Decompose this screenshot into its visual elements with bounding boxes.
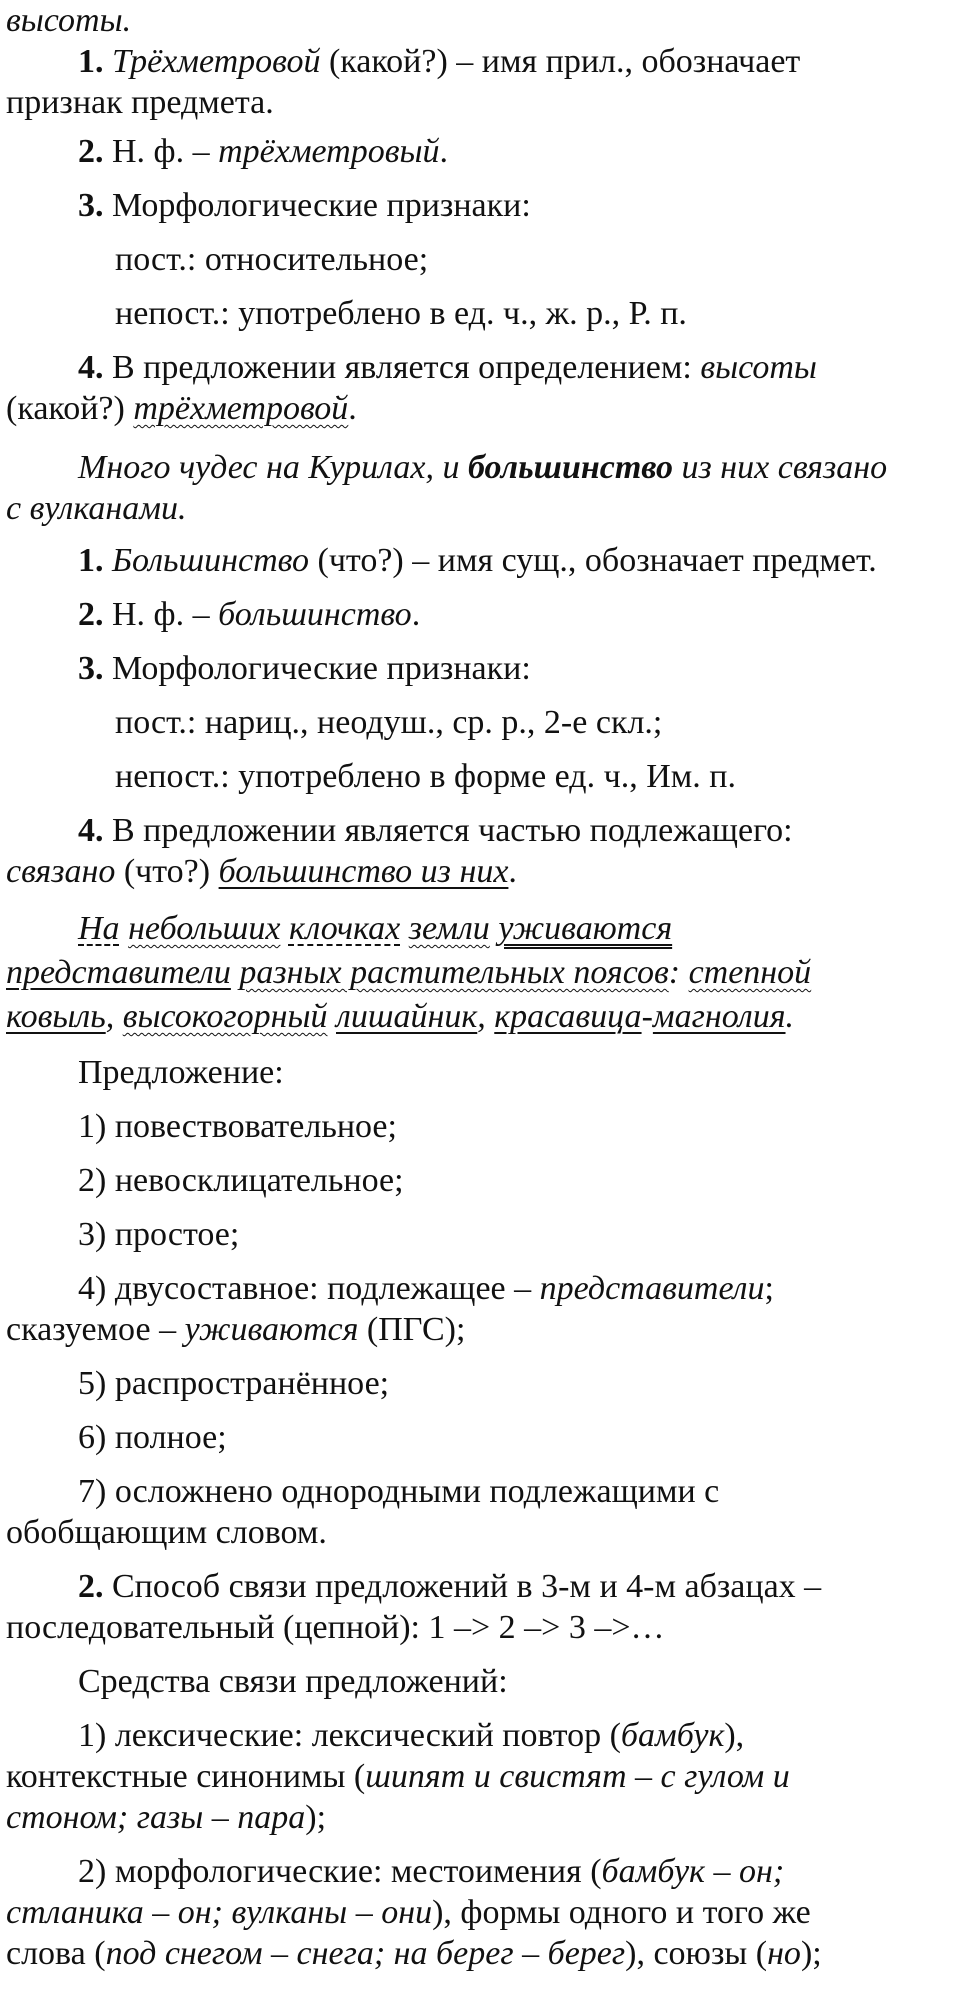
text-fragment: ; — [764, 1270, 774, 1307]
text-fragment: уживаются — [184, 1311, 359, 1348]
text-fragment: ковыль — [6, 998, 106, 1035]
text-fragment: . — [439, 133, 449, 170]
text-fragment: представители — [539, 1270, 765, 1307]
text-fragment: Трёхметровой — [112, 43, 321, 80]
text-fragment: обобщающим словом. — [6, 1514, 327, 1551]
text-fragment: Н. ф. – — [103, 133, 219, 170]
item-number: 4. — [78, 349, 104, 386]
item-number: 3. — [78, 650, 104, 687]
text-fragment: большинство — [218, 596, 412, 633]
text-fragment: 4) двусоставное: подлежащее – — [78, 1270, 540, 1307]
text-fragment: Н. ф. – — [103, 596, 219, 633]
item-number: 2. — [78, 1568, 104, 1605]
text-line — [78, 1851, 784, 1893]
text-fragment: трёхметровый — [218, 133, 440, 170]
item-number: 1. — [78, 542, 104, 579]
text-fragment: пост.: нариц., неодуш., ср. р., 2-е скл.; — [115, 704, 663, 741]
text-fragment: 1) лексические: лексический повтор ( — [78, 1717, 621, 1754]
text-fragment: большинство из них — [218, 853, 509, 890]
text-fragment: : — [668, 954, 689, 991]
text-fragment: последовательный (цепной): 1 –> 2 –> 3 –>… — [6, 1609, 665, 1646]
text-fragment: пост.: относительное; — [115, 241, 429, 278]
text-fragment: высоты. — [6, 2, 132, 39]
item-number: 4. — [78, 812, 104, 849]
text-fragment: 3) простое; — [78, 1216, 240, 1253]
text-line — [78, 1160, 404, 1202]
text-fragment: шипят и свистят – с гулом и — [365, 1758, 790, 1795]
text-fragment: клочках — [288, 910, 401, 947]
text-line — [115, 239, 428, 281]
text-line — [6, 488, 186, 530]
text-fragment: 7) осложнено однородными подлежащими с — [78, 1473, 720, 1510]
item-number: 1. — [78, 43, 104, 80]
text-fragment: Способ связи предложений в 3-м и 4-м абзацах – — [103, 1568, 822, 1605]
text-fragment: Морфологические признаки: — [103, 187, 531, 224]
text-line — [78, 1268, 774, 1310]
text-line — [78, 347, 817, 389]
text-line — [6, 1756, 790, 1798]
text-line — [6, 952, 811, 994]
text-fragment: ); — [305, 1799, 327, 1836]
text-fragment: бамбук — [620, 1717, 725, 1754]
text-fragment — [120, 910, 129, 947]
item-number: 3. — [78, 187, 104, 224]
text-line — [78, 447, 887, 489]
text-fragment: под снегом – снега; на берег – берег — [105, 1935, 626, 1972]
text-fragment — [400, 910, 409, 947]
text-line — [78, 908, 672, 950]
text-fragment: . — [348, 390, 357, 427]
text-fragment: с вулканами. — [6, 490, 187, 527]
text-fragment: небольших — [128, 910, 281, 947]
text-line — [78, 810, 793, 852]
text-fragment: (что?) – имя сущ., обозначает предмет. — [309, 542, 877, 579]
text-line — [78, 594, 420, 636]
text-line — [6, 996, 794, 1038]
text-fragment: Морфологические признаки: — [103, 650, 531, 687]
text-fragment: связано — [6, 853, 116, 890]
text-fragment: 5) распространённое; — [78, 1365, 390, 1402]
text-fragment: ), формы одного и того же — [432, 1894, 811, 1931]
text-fragment: . — [508, 853, 517, 890]
text-fragment: разных растительных поясов — [239, 954, 669, 991]
text-fragment: Средства связи предложений: — [78, 1663, 508, 1700]
text-fragment: трёхметровой — [133, 390, 349, 427]
text-fragment — [280, 910, 289, 947]
text-fragment: магнолия — [652, 998, 786, 1035]
text-fragment — [328, 998, 337, 1035]
text-fragment: высокогорный — [122, 998, 328, 1035]
text-fragment: ), — [724, 1717, 745, 1754]
text-fragment: высоты — [700, 349, 817, 386]
text-fragment: . — [785, 998, 795, 1035]
text-fragment: непост.: употреблено в форме ед. ч., Им. п. — [115, 758, 736, 795]
text-fragment: стланика – он; вулканы – они — [6, 1894, 433, 1931]
text-line — [78, 1471, 719, 1513]
text-fragment: представители — [6, 954, 231, 991]
text-fragment: непост.: употреблено в ед. ч., ж. р., Р. п. — [115, 295, 687, 332]
text-fragment: (ПГС); — [358, 1311, 466, 1348]
text-fragment: большинство — [467, 449, 674, 486]
text-fragment: (какой?) — [6, 390, 134, 427]
text-fragment: лишайник — [336, 998, 478, 1035]
text-fragment: . — [411, 596, 421, 633]
text-fragment: Много чудес на Курилах, и — [78, 449, 468, 486]
text-line — [78, 1661, 508, 1703]
text-line — [78, 540, 877, 582]
text-line — [6, 82, 274, 124]
text-fragment: 1) повествовательное; — [78, 1108, 397, 1145]
text-fragment: контекстные синонимы ( — [6, 1758, 366, 1795]
item-number: 2. — [78, 596, 104, 633]
text-fragment: (какой?) – имя прил., обозначает — [320, 43, 801, 80]
text-fragment: сказуемое – — [6, 1311, 185, 1348]
text-line — [78, 1363, 389, 1405]
text-line — [78, 131, 448, 173]
text-line — [6, 1512, 327, 1554]
item-number: 2. — [78, 133, 104, 170]
text-line — [78, 1052, 284, 1094]
text-fragment: признак предмета. — [6, 84, 274, 121]
text-line — [78, 648, 531, 690]
text-line — [6, 1309, 465, 1351]
text-line — [78, 185, 531, 227]
text-line — [78, 1106, 397, 1148]
text-fragment: слова ( — [6, 1935, 106, 1972]
text-fragment: уживаются — [498, 910, 673, 947]
text-line — [6, 1797, 326, 1839]
text-fragment: - — [641, 998, 653, 1035]
text-line — [78, 1214, 239, 1256]
text-line — [6, 1892, 811, 1934]
text-line — [115, 702, 662, 744]
text-fragment: В предложении является определением: — [103, 349, 701, 386]
text-line — [6, 1933, 822, 1975]
text-fragment: степной — [688, 954, 812, 991]
text-fragment: красавица — [494, 998, 642, 1035]
text-fragment: ); — [800, 1935, 822, 1972]
text-fragment: Предложение: — [78, 1054, 284, 1091]
text-fragment: но — [767, 1935, 801, 1972]
text-line — [115, 293, 687, 335]
text-line — [78, 1715, 744, 1757]
text-line — [78, 1417, 227, 1459]
text-fragment: , — [105, 998, 123, 1035]
text-fragment: 2) невосклицательное; — [78, 1162, 404, 1199]
text-line — [6, 851, 517, 893]
text-fragment: В предложении является частью подлежащего: — [103, 812, 793, 849]
text-fragment: земли — [408, 910, 490, 947]
text-line — [78, 1566, 821, 1608]
text-line — [115, 756, 736, 798]
text-line — [6, 0, 131, 42]
text-fragment: бамбук – он; — [601, 1853, 785, 1890]
text-fragment: Большинство — [103, 542, 309, 579]
text-line — [6, 1607, 665, 1649]
text-fragment: 6) полное; — [78, 1419, 227, 1456]
text-fragment: ), союзы ( — [625, 1935, 768, 1972]
text-fragment: (что?) — [115, 853, 219, 890]
text-line — [78, 41, 800, 83]
text-fragment: стоном; газы – пара — [6, 1799, 306, 1836]
text-fragment: 2) морфологические: местоимения ( — [78, 1853, 602, 1890]
text-fragment: из них связано — [673, 449, 888, 486]
text-fragment: , — [477, 998, 495, 1035]
text-fragment: На — [78, 910, 120, 947]
text-line — [6, 388, 357, 430]
